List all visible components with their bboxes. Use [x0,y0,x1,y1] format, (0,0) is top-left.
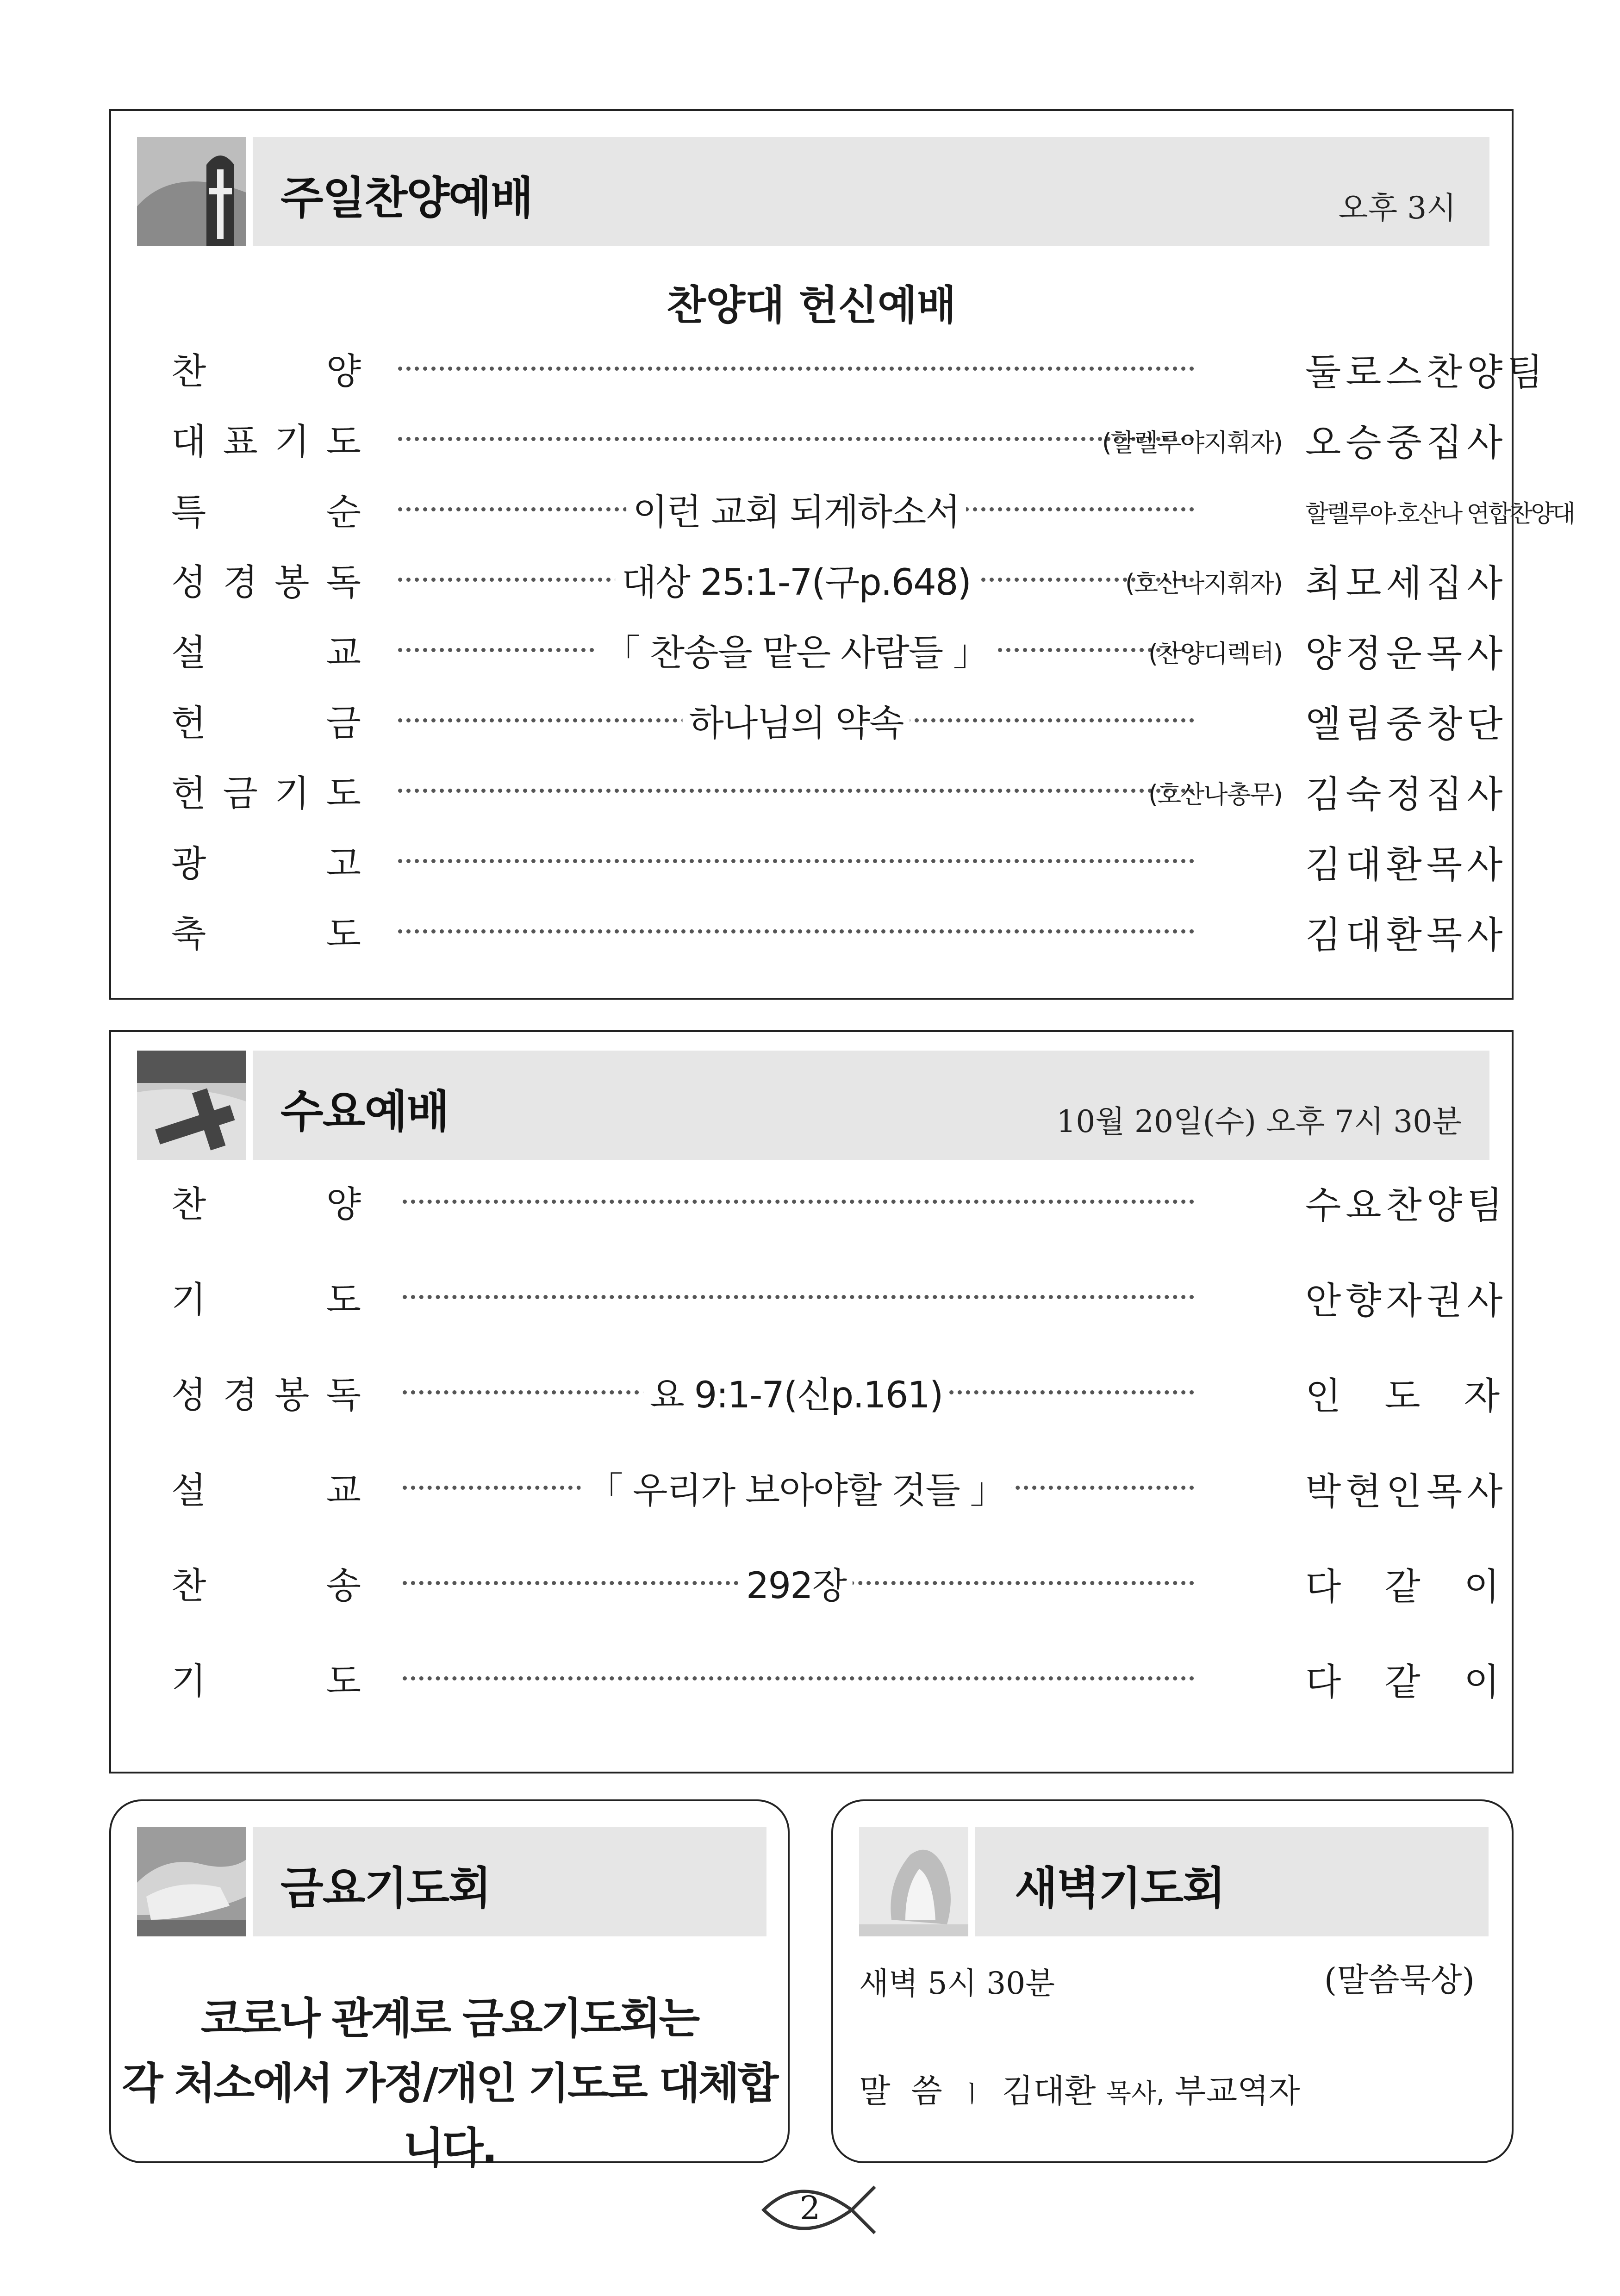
item-label [171,1462,361,1513]
program-content: 「 찬송을 맡은 사람들 」 [598,624,995,676]
dawn-word-row [859,2065,1300,2112]
leader-dots [403,1200,1194,1204]
label-char: 대 [171,421,206,463]
praying-hands-icon [137,1827,246,1936]
leader-dots [398,929,1194,933]
label-char: 표 [223,421,258,463]
name-char: 같 [1384,1565,1421,1608]
name-char: 다 [1305,1661,1341,1704]
label-char: 교 [326,1470,361,1512]
leader-role: (찬양디렉터) [1148,639,1282,668]
label-char: 양 [326,1184,361,1226]
leader-role: (할렐루야지휘자) [1102,428,1282,457]
program-row [171,905,1508,961]
church-window-photo [137,137,246,246]
item-label [171,342,361,394]
name-char: 이 [1464,1661,1500,1704]
name-char: 같 [1384,1661,1421,1704]
leader-dots [398,859,1194,863]
label-char: 금 [326,703,361,744]
wednesday-service-section [109,1030,1514,1773]
speaker-others: 부교역자 [1175,2072,1300,2110]
leader-name: 둘로스찬양팀 [1305,351,1548,394]
label-char: 도 [326,914,361,955]
cross-icon [137,137,246,246]
wednesday-title: 수요예배 [280,1086,449,1138]
leader-dots [398,789,1194,793]
item-label [171,765,361,816]
leader-name: 최모세집사 [1305,562,1508,605]
leader-dots [398,367,1194,371]
leader-role: (호산나총무) [1148,780,1282,809]
name-char: 자 [1464,1375,1500,1418]
friday-title: 금요기도회 [280,1862,491,1914]
label-char: 송 [326,1565,361,1607]
label-char: 기 [274,773,310,815]
leader-name: 김대환목사 [1305,914,1508,957]
page-number: 2 [799,2189,821,2227]
label-char: 찬 [171,351,206,392]
dawn-header-bar [975,1827,1489,1936]
label-char: 경 [223,1375,258,1416]
label-char: 기 [274,421,310,463]
friday-header-bar [253,1827,766,1936]
program-row [171,342,1548,398]
label-char: 축 [171,914,206,955]
item-label [171,905,361,957]
item-label [171,1366,361,1418]
speaker-name: 김대환 [1002,2072,1096,2110]
label-char: 양 [326,351,361,392]
wednesday-time: 10월 20일(수) 오후 7시 30분 [1056,1104,1462,1139]
program-row [171,413,1508,468]
leader-name [1305,1652,1500,1705]
label-char: 독 [326,1375,361,1416]
separator: ㅣ [961,2081,984,2108]
page-number-badge [759,2175,879,2245]
item-label [171,483,361,535]
program-content: 하나님의 약속 [683,694,910,746]
label-char: 성 [171,562,206,604]
label-char: 찬 [171,1565,206,1607]
item-label [171,1176,361,1227]
label-char: 설 [171,632,206,674]
item-label [171,413,361,465]
program-row [171,694,1508,750]
label-char: 금 [223,773,258,815]
leader-dots [403,1676,1194,1680]
item-label [171,624,361,676]
program-content: 292장 [740,1557,853,1609]
wednesday-header-bar [253,1051,1489,1160]
label-char: 설 [171,1470,206,1512]
label-char: 성 [171,1375,206,1416]
dawn-title: 새벽기도회 [1015,1862,1225,1914]
program-row [171,1271,1508,1326]
sunday-time: 오후 3시 [1338,190,1456,226]
leader-name [1305,1366,1500,1419]
leader-name [1305,1557,1500,1610]
leader-role: (호산나지휘자) [1125,569,1282,598]
item-label [171,554,361,605]
cross-icon [137,1051,246,1160]
word-label: 말 씀 [859,2072,942,2110]
leader-name: 오승중집사 [1305,421,1508,464]
program-row [171,483,1574,539]
folded-hands-photo [859,1827,968,1936]
leader-dots [398,437,1194,441]
name-char: 다 [1305,1565,1341,1608]
name-char: 도 [1384,1375,1421,1418]
friday-notice-line2: 각 처소에서 가정/개인 기도로 대체합니다. [122,2059,777,2173]
item-label [171,694,361,746]
friday-prayer-section [109,1799,790,2173]
leader-name: 수요찬양팀 [1305,1184,1508,1227]
label-char: 헌 [171,703,206,744]
name-char: 인 [1305,1375,1341,1418]
dawn-kind: (말씀묵상) [1324,1961,1475,1999]
program-row [171,1557,1500,1612]
program-row [171,554,1508,609]
item-label [171,1271,361,1323]
program-content: 이런 교회 되게하소서 [626,483,966,535]
leader-name: 김대환목사 [1305,843,1508,886]
label-char: 도 [326,1279,361,1321]
leader-name: 엘림중창단 [1305,703,1508,746]
leader-name: 안향자권사 [1305,1279,1508,1322]
program-row [171,765,1508,820]
dawn-time: 새벽 5시 30분 [859,1966,1055,2001]
program-row [171,624,1508,679]
sunday-service-section [109,109,1574,1000]
item-label [171,1652,361,1704]
praying-hands-icon [859,1827,968,1936]
sunday-title: 주일찬양예배 [280,172,533,224]
label-char: 교 [326,632,361,674]
program-row [171,1462,1508,1517]
program-row [171,1176,1508,1231]
label-char: 헌 [171,773,206,815]
label-char: 기 [171,1661,206,1702]
label-char: 도 [326,421,361,463]
label-char: 찬 [171,1184,206,1226]
label-char: 독 [326,562,361,604]
sunday-header-bar [253,137,1489,246]
label-char: 순 [326,492,361,533]
label-char: 기 [171,1279,206,1321]
label-char: 도 [326,773,361,815]
program-row [171,835,1508,890]
label-char: 광 [171,843,206,885]
praying-hands-photo [137,1827,246,1936]
sunday-subtitle: 찬양대 헌신예배 [667,281,956,329]
label-char: 경 [223,562,258,604]
leader-name: 할렐루야·호산나 연합찬양대 [1305,500,1574,528]
label-char: 봉 [274,1375,310,1416]
speaker-title: 목사, [1106,2078,1165,2109]
leader-dots [403,1295,1194,1299]
program-content: 「 우리가 보아야할 것들 」 [580,1462,1011,1513]
program-row [171,1652,1500,1708]
leader-name: 양정운목사 [1305,632,1508,675]
program-content: 요 9:1-7(신p.161) [643,1366,949,1418]
item-label [171,835,361,887]
friday-notice-line1: 코로나 관계로 금요기도회는 [200,1994,698,2043]
item-label [171,1557,361,1609]
program-content: 대상 25:1-7(구p.648) [615,554,977,605]
label-char: 봉 [274,562,310,604]
leader-name: 박현인목사 [1305,1470,1508,1513]
name-char: 이 [1464,1565,1500,1608]
cross-on-bible-photo [137,1051,246,1160]
leader-name: 김숙정집사 [1305,773,1508,816]
label-char: 특 [171,492,206,533]
label-char: 도 [326,1661,361,1702]
label-char: 고 [326,843,361,885]
dawn-prayer-section [831,1799,1514,2163]
program-row [171,1366,1500,1422]
